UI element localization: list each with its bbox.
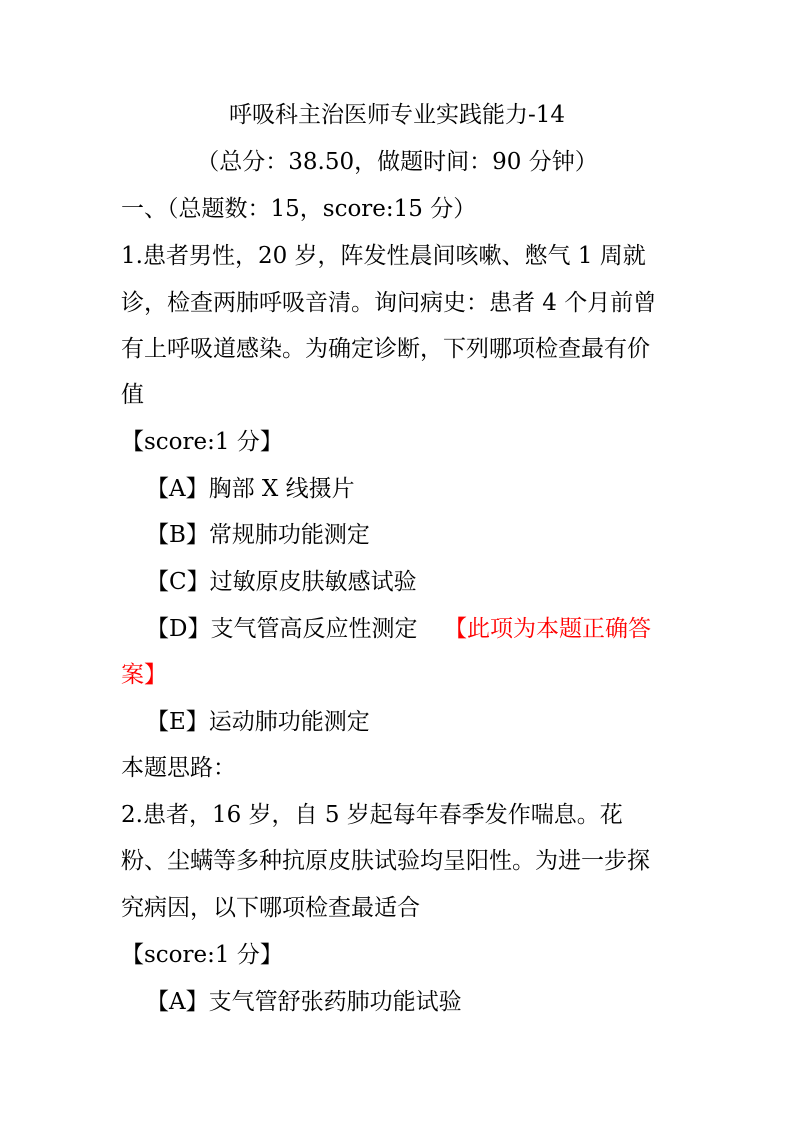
option-a: 【A】支气管舒张药肺功能试验 [146, 989, 462, 1015]
correct-answer-mark: 【此项为本题正确答 [444, 616, 651, 642]
correct-answer-mark-continued: 案】 [121, 662, 167, 688]
explanation-label: 本题思路： [121, 755, 236, 781]
document-title: 呼吸科主治医师专业实践能力-14 [228, 102, 566, 128]
question-text-line: 粉、尘螨等多种抗原皮肤试验均呈阳性。为进一步探 [121, 848, 650, 874]
question-score: 【score:1 分】 [121, 942, 283, 968]
document-subtitle: （总分：38.50，做题时间：90 分钟） [196, 149, 598, 175]
option-d: 【D】支气管高反应性测定 [146, 616, 418, 642]
question-text-line: 1.患者男性，20 岁，阵发性晨间咳嗽、憋气 1 周就 [121, 243, 646, 269]
question-text-line: 诊，检查两肺呼吸音清。询问病史：患者 4 个月前曾 [121, 290, 657, 316]
question-text-line: 2.患者，16 岁，自 5 岁起每年春季发作喘息。花 [121, 802, 623, 828]
option-e: 【E】运动肺功能测定 [146, 709, 370, 735]
question-score: 【score:1 分】 [121, 429, 283, 455]
option-c: 【C】过敏原皮肤敏感试验 [146, 569, 417, 595]
question-text-line: 究病因，以下哪项检查最适合 [121, 895, 420, 921]
question-text-line: 值 [121, 382, 144, 408]
option-a: 【A】胸部 X 线摄片 [146, 476, 355, 502]
option-b: 【B】常规肺功能测定 [146, 522, 370, 548]
question-text-line: 有上呼吸道感染。为确定诊断，下列哪项检查最有价 [121, 336, 650, 362]
section-heading: 一、（总题数：15，score:15 分） [121, 196, 477, 222]
